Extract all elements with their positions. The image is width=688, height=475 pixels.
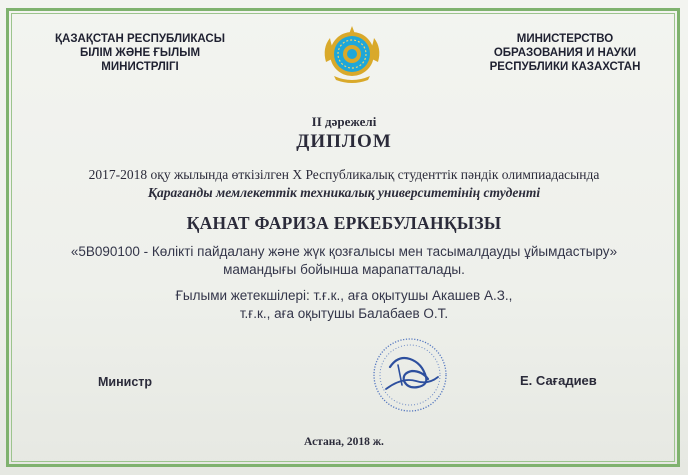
place-date: Астана, 2018 ж. — [304, 436, 384, 448]
diploma-degree: II дәрежелі — [311, 114, 377, 129]
supervisors-line-2: т.ғ.к., аға оқытушы Балабаев О.Т. — [239, 306, 449, 321]
header-kazakh-line: ҚАЗАҚСТАН РЕСПУБЛИКАСЫ — [55, 33, 225, 45]
header-kazakh-line: БІЛІМ ЖӘНЕ ҒЫЛЫМ — [79, 47, 201, 59]
header-kazakh — [20, 32, 260, 74]
header-russian — [452, 32, 678, 74]
recipient-name: ҚАНАТ ФАРИЗА ЕРКЕБУЛАНҚЫЗЫ — [186, 213, 502, 233]
minister-name: Е. Сағадиев — [520, 373, 597, 388]
state-emblem-icon — [320, 22, 384, 86]
signature-stamp-icon — [368, 333, 452, 417]
minister-label: Министр — [98, 375, 153, 389]
header-russian-line: РЕСПУБЛИКИ КАЗАХСТАН — [489, 61, 641, 73]
header-russian-line: МИНИСТЕРСТВО — [516, 33, 614, 45]
university-line: Қарағанды мемлекеттік техникалық университетінің студенті — [147, 185, 541, 200]
header-kazakh-line: МИНИСТРЛІГІ — [101, 61, 179, 73]
specialty-line: «5В090100 - Көлікті пайдалану және жүк қозғалысы мен тасымалдауды ұйымдастыру» — [70, 244, 618, 259]
diploma-title: ДИПЛОМ — [296, 131, 392, 152]
header-russian-line: ОБРАЗОВАНИЯ И НАУКИ — [493, 47, 637, 59]
specialty-award-line: мамандығы бойынша марапатталады. — [223, 262, 465, 277]
supervisors-line: Ғылыми жетекшілері: т.ғ.к., аға оқытушы Акашев А.З., — [175, 288, 513, 303]
olympiad-line: 2017-2018 оқу жылында өткізілген Х Республикалық студенттік пәндік олимпиадасында — [88, 167, 600, 182]
